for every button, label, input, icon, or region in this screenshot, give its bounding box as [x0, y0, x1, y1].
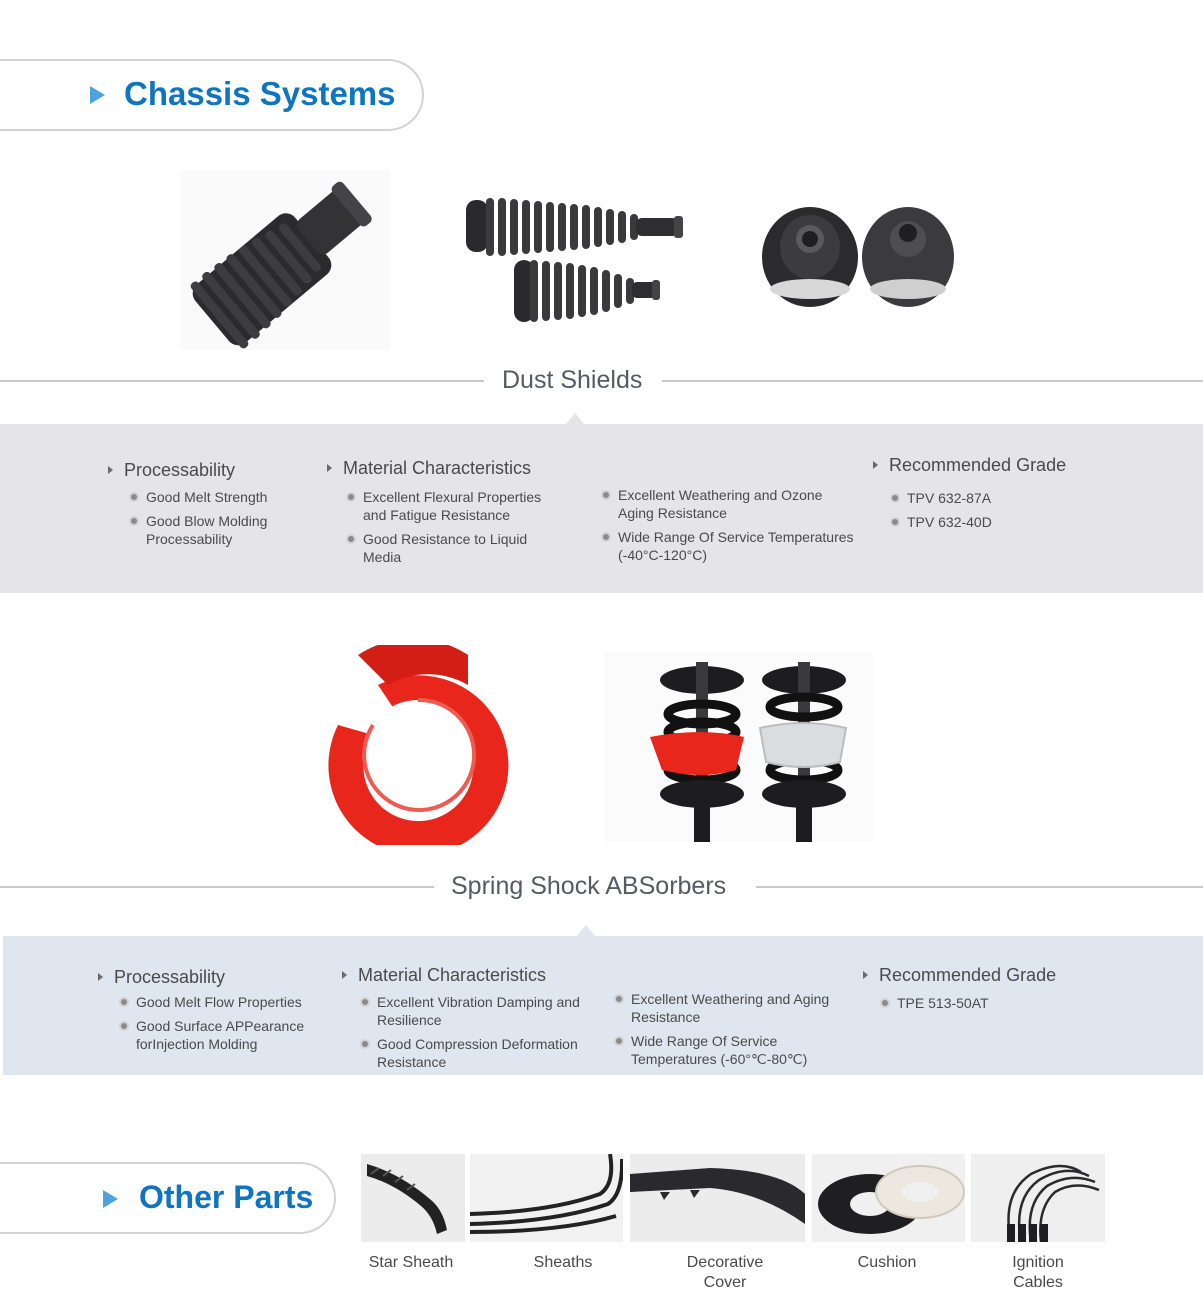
dust-shields-title: Dust Shields — [502, 366, 643, 394]
list-item: Excellent Vibration Damping and Resilience — [360, 993, 592, 1029]
list-item: Good Melt Strength — [129, 488, 288, 506]
processability-heading: Processability — [108, 460, 288, 481]
list-item: Good Melt Flow Properties — [119, 993, 318, 1011]
list-item: Wide Range Of Service Temperatures (-40°C-120°C) — [601, 528, 861, 564]
list-item: Wide Range Of Service Temperatures (-60°℃-80℃) — [614, 1032, 844, 1068]
panel-notch — [566, 413, 584, 424]
dust-shields-divider-right — [662, 380, 1203, 382]
dust-shield-image-2 — [462, 192, 687, 332]
play-arrow-icon — [90, 86, 105, 104]
part-label-decorative-cover: Decorative Cover — [686, 1254, 764, 1291]
material-column — [327, 458, 567, 572]
other-parts-heading — [0, 1162, 336, 1234]
grade-column — [863, 965, 1083, 1018]
material-column-2 — [601, 486, 861, 570]
sheaths-image — [470, 1154, 623, 1242]
part-label-star-sheath: Star Sheath — [368, 1254, 454, 1271]
dust-shield-image-1 — [180, 170, 390, 350]
dust-shield-image-3 — [760, 197, 960, 312]
part-label-ignition-cables: Ignition Cables — [1012, 1254, 1064, 1291]
spring-divider-left — [0, 886, 434, 888]
ignition-cables-image — [971, 1154, 1105, 1242]
part-label-cushion: Cushion — [857, 1254, 917, 1271]
list-item: Good Resistance to Liquid Media — [346, 530, 567, 566]
play-arrow-icon — [103, 1190, 118, 1208]
material-column — [342, 965, 592, 1077]
spring-panel — [3, 936, 1203, 1075]
processability-column — [108, 460, 288, 554]
list-item: TPV 632-40D — [890, 513, 1093, 531]
panel-notch — [577, 925, 595, 936]
list-item: Good Compression Deformation Resistance — [360, 1035, 592, 1071]
part-label-sheaths: Sheaths — [533, 1254, 593, 1271]
chassis-systems-heading — [0, 59, 424, 131]
dust-shields-panel — [0, 424, 1203, 593]
grade-heading: Recommended Grade — [863, 965, 1083, 986]
section-title: Chassis Systems — [124, 75, 396, 112]
cushion-image — [812, 1154, 965, 1242]
grade-column — [873, 455, 1093, 537]
dust-shields-divider-left — [0, 380, 484, 382]
list-item: Excellent Flexural Properties and Fatigue Resistance — [346, 488, 567, 524]
spring-bumper-image — [318, 645, 518, 845]
material-column-2 — [614, 990, 844, 1074]
material-heading: Material Characteristics — [342, 965, 592, 986]
material-heading: Material Characteristics — [327, 458, 567, 479]
other-parts-title: Other Parts — [139, 1179, 314, 1215]
list-item: TPE 513-50AT — [880, 994, 1083, 1012]
decorative-cover-image — [630, 1154, 805, 1242]
shock-absorber-image — [604, 652, 874, 842]
list-item: Good Surface APPearance forInjection Molding — [119, 1017, 318, 1053]
spring-divider-right — [756, 886, 1203, 888]
star-sheath-image — [361, 1154, 465, 1242]
grade-heading: Recommended Grade — [873, 455, 1093, 476]
list-item: Good Blow Molding Processability — [129, 512, 288, 548]
list-item: Excellent Weathering and Aging Resistance — [614, 990, 844, 1026]
spring-title: Spring Shock ABSorbers — [451, 872, 727, 900]
list-item: Excellent Weathering and Ozone Aging Resistance — [601, 486, 861, 522]
processability-column — [98, 967, 318, 1059]
processability-heading: Processability — [98, 967, 318, 988]
list-item: TPV 632-87A — [890, 489, 1093, 507]
